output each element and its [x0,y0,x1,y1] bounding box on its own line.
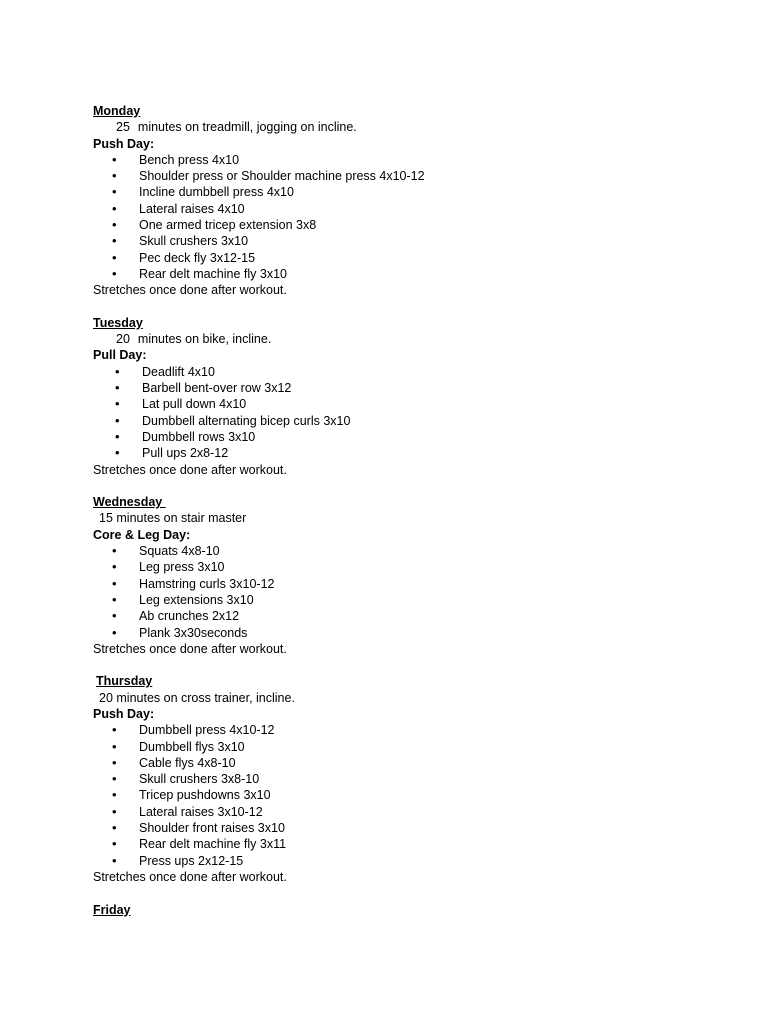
exercise-item [93,836,693,852]
exercise-text: Press ups 2x12-15 [139,853,244,868]
exercise-text: Bench press 4x10 [139,152,240,167]
exercise-text: Dumbbell alternating bicep curls 3x10 [142,413,351,428]
cardio-line-tuesday [93,331,693,347]
cardio-text: 20 minutes on cross trainer, incline. [99,690,295,705]
exercise-list-wednesday [93,543,693,641]
exercise-text: Shoulder front raises 3x10 [139,821,285,836]
exercise-item [93,755,693,771]
day-heading-thursday-line [93,673,693,689]
exercise-text: Plank 3x30seconds [139,625,248,640]
exercise-text: Dumbbell press 4x10-12 [139,723,275,738]
bullet-icon: • [115,412,120,428]
exercise-item [93,364,693,380]
exercise-text: Lat pull down 4x10 [142,397,247,412]
exercise-item [93,576,693,592]
day-heading-tuesday: Tuesday [93,315,143,330]
exercise-text: Lateral raises 4x10 [139,201,245,216]
exercise-text: Skull crushers 3x8-10 [139,772,260,787]
bullet-icon: • [112,608,117,624]
exercise-text: Ab crunches 2x12 [139,609,240,624]
bullet-icon: • [112,591,117,607]
bullet-icon: • [112,559,117,575]
exercise-text: Leg extensions 3x10 [139,592,254,607]
exercise-list-thursday [93,722,693,869]
exercise-text: Hamstring curls 3x10-12 [139,576,275,591]
exercise-item [93,592,693,608]
exercise-item [93,739,693,755]
exercise-list-monday [93,152,693,282]
exercise-item [93,233,693,249]
bullet-icon: • [112,836,117,852]
bullet-icon: • [112,722,117,738]
exercise-text: Rear delt machine fly 3x10 [139,266,287,281]
exercise-text: Dumbbell rows 3x10 [142,429,256,444]
blank-line [93,478,693,494]
blank-line [93,885,693,901]
cardio-line-wednesday [93,510,693,526]
exercise-text: Squats 4x8-10 [139,544,220,559]
bullet-icon: • [112,200,117,216]
bullet-icon: • [112,543,117,559]
exercise-item [93,380,693,396]
bullet-icon: • [112,575,117,591]
bullet-icon: • [115,380,120,396]
bullet-icon: • [112,787,117,803]
document-body [93,103,693,918]
stretch-note-thursday: Stretches once done after workout. [93,869,287,884]
exercise-item [93,152,693,168]
exercise-text: Pull ups 2x8-12 [142,446,229,461]
bullet-icon: • [112,233,117,249]
cardio-text: minutes on treadmill, jogging on incline. [137,120,357,135]
exercise-text: Leg press 3x10 [139,560,225,575]
day-heading-wednesday: Wednesday [93,495,166,510]
exercise-item [93,184,693,200]
day-heading-friday: Friday [93,902,131,917]
bullet-icon: • [112,803,117,819]
bullet-icon: • [112,184,117,200]
cardio-line-thursday [93,690,693,706]
exercise-text: Rear delt machine fly 3x11 [139,837,287,852]
bullet-icon: • [112,168,117,184]
cardio-minutes: 25 [116,120,130,135]
exercise-text: Skull crushers 3x10 [139,234,249,249]
day-heading-thursday: Thursday [96,674,153,689]
exercise-item [93,820,693,836]
exercise-item [93,168,693,184]
workout-type-thursday: Push Day: [93,706,155,721]
bullet-icon: • [112,265,117,281]
bullet-icon: • [112,624,117,640]
exercise-item [93,429,693,445]
day-heading-monday: Monday [93,104,141,118]
exercise-item [93,413,693,429]
bullet-icon: • [112,151,117,167]
exercise-text: Deadlift 4x10 [142,364,215,379]
exercise-item [93,266,693,282]
bullet-icon: • [115,428,120,444]
stretch-note-tuesday: Stretches once done after workout. [93,462,287,477]
bullet-icon: • [115,363,120,379]
exercise-item [93,217,693,233]
exercise-item [93,543,693,559]
exercise-item [93,396,693,412]
cardio-line-monday [93,119,693,135]
exercise-text: Incline dumbbell press 4x10 [139,185,294,200]
blank-line [93,299,693,315]
bullet-icon: • [112,249,117,265]
bullet-icon: • [112,217,117,233]
bullet-icon: • [112,820,117,836]
bullet-icon: • [112,852,117,868]
bullet-icon: • [112,738,117,754]
exercise-text: Pec deck fly 3x12-15 [139,250,256,265]
workout-type-tuesday: Pull Day: [93,348,147,363]
cardio-text: 15 minutes on stair master [99,511,247,526]
workout-type-wednesday: Core & Leg Day: [93,527,191,542]
exercise-item [93,201,693,217]
stretch-note-wednesday: Stretches once done after workout. [93,641,287,656]
exercise-item [93,625,693,641]
exercise-item [93,853,693,869]
exercise-list-tuesday [93,364,693,462]
exercise-text: Barbell bent-over row 3x12 [142,381,292,396]
bullet-icon: • [112,754,117,770]
bullet-icon: • [115,445,120,461]
exercise-item [93,787,693,803]
bullet-icon: • [112,771,117,787]
workout-type-monday: Push Day: [93,136,155,151]
exercise-item [93,608,693,624]
exercise-text: Lateral raises 3x10-12 [139,804,263,819]
stretch-note-monday: Stretches once done after workout. [93,283,287,298]
bullet-icon: • [115,396,120,412]
exercise-text: Shoulder press or Shoulder machine press 4x10-12 [139,169,425,184]
exercise-item [93,771,693,787]
exercise-item [93,804,693,820]
cardio-text: minutes on bike, incline. [137,332,272,347]
exercise-text: Tricep pushdowns 3x10 [139,788,271,803]
exercise-text: One armed tricep extension 3x8 [139,218,317,233]
exercise-item [93,722,693,738]
blank-line [93,657,693,673]
cardio-minutes: 20 [116,332,130,347]
exercise-item [93,559,693,575]
exercise-item [93,445,693,461]
exercise-text: Cable flys 4x8-10 [139,755,236,770]
exercise-text: Dumbbell flys 3x10 [139,739,245,754]
exercise-item [93,250,693,266]
